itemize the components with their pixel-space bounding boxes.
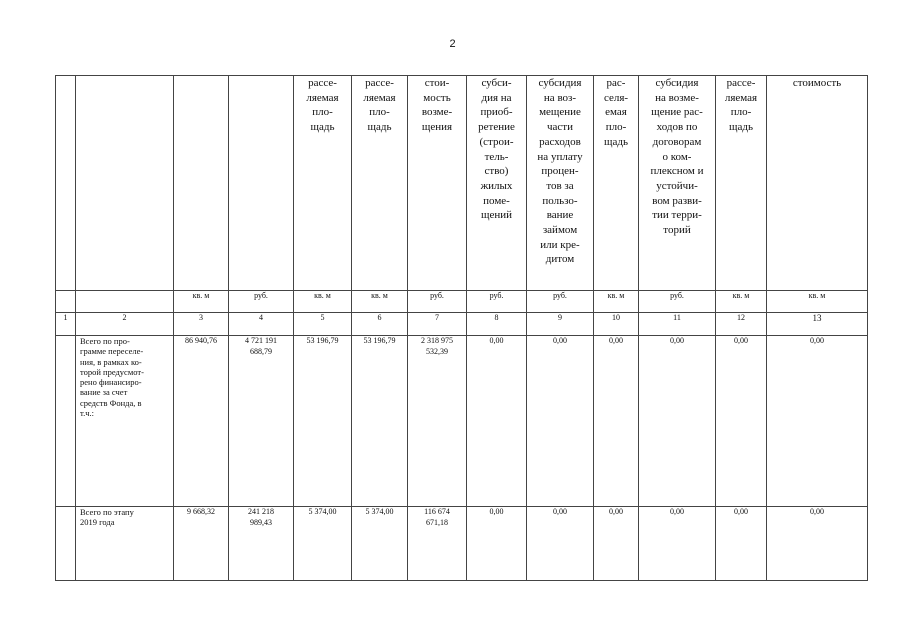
header-cell-10: рас- селя- емая пло- щадь [594,76,639,291]
table-row [56,336,868,507]
column-number-cell-1: 1 [56,313,76,336]
header-cell-11: субсидия на возме- щение рас- ходов по договорам о ком- плексном и устойчи- вом разви- тии терри- торий [639,76,716,291]
table-row [56,507,868,581]
unit-cell-13: кв. м [767,291,868,313]
header-cell-2 [76,76,174,291]
unit-cell-12: кв. м [716,291,767,313]
header-row [56,76,868,291]
column-number-cell-13: 13 [767,313,868,336]
data-cell-5: 5 374,00 [294,507,352,581]
header-cell-9: субсидия на воз- мещение части расходов на уплату процен- тов за пользо- вание займом или кре- дитом [527,76,594,291]
data-cell-10: 0,00 [594,507,639,581]
data-cell-6: 5 374,00 [352,507,408,581]
data-cell-2: Всего по этапу 2019 года [76,507,174,581]
column-number-cell-4: 4 [229,313,294,336]
unit-cell-4: руб. [229,291,294,313]
header-cell-1 [56,76,76,291]
data-cell-13: 0,00 [767,336,868,507]
column-number-cell-3: 3 [174,313,229,336]
column-number-cell-5: 5 [294,313,352,336]
data-cell-9: 0,00 [527,507,594,581]
header-cell-12: рассе- ляемая пло- щадь [716,76,767,291]
data-cell-7: 116 674 671,18 [408,507,467,581]
unit-cell-1 [56,291,76,313]
unit-cell-5: кв. м [294,291,352,313]
data-cell-3: 86 940,76 [174,336,229,507]
unit-cell-7: руб. [408,291,467,313]
data-cell-8: 0,00 [467,507,527,581]
data-cell-5: 53 196,79 [294,336,352,507]
column-number-cell-7: 7 [408,313,467,336]
unit-cell-8: руб. [467,291,527,313]
resettlement-table [55,75,868,581]
header-cell-3 [174,76,229,291]
header-cell-4 [229,76,294,291]
column-number-cell-6: 6 [352,313,408,336]
data-cell-1 [56,507,76,581]
header-cell-13: стоимость [767,76,868,291]
data-cell-9: 0,00 [527,336,594,507]
data-cell-11: 0,00 [639,507,716,581]
data-cell-13: 0,00 [767,507,868,581]
header-cell-5: рассе- ляемая пло- щадь [294,76,352,291]
data-cell-7: 2 318 975 532,39 [408,336,467,507]
unit-cell-2 [76,291,174,313]
column-number-cell-8: 8 [467,313,527,336]
page-number: 2 [449,38,456,50]
data-cell-12: 0,00 [716,336,767,507]
unit-cell-11: руб. [639,291,716,313]
data-cell-4: 241 218 989,43 [229,507,294,581]
unit-cell-10: кв. м [594,291,639,313]
data-cell-8: 0,00 [467,336,527,507]
data-cell-2: Всего по про- грамме переселе- ния, в рамках ко- торой предусмот- рено финансиро- вание за счет средств Фонда, в т.ч.: [76,336,174,507]
header-cell-8: субси- дия на приоб- ретение (строи- тель- ство) жилых поме- щений [467,76,527,291]
units-row [56,291,868,313]
header-cell-6: рассе- ляемая пло- щадь [352,76,408,291]
data-cell-12: 0,00 [716,507,767,581]
data-cell-6: 53 196,79 [352,336,408,507]
column-number-cell-2: 2 [76,313,174,336]
data-cell-4: 4 721 191 688,79 [229,336,294,507]
header-cell-7: стои- мость возме- щения [408,76,467,291]
column-number-cell-12: 12 [716,313,767,336]
unit-cell-6: кв. м [352,291,408,313]
column-number-cell-10: 10 [594,313,639,336]
data-cell-1 [56,336,76,507]
column-number-cell-9: 9 [527,313,594,336]
unit-cell-3: кв. м [174,291,229,313]
data-cell-11: 0,00 [639,336,716,507]
column-number-cell-11: 11 [639,313,716,336]
data-cell-10: 0,00 [594,336,639,507]
column-numbers-row [56,313,868,336]
unit-cell-9: руб. [527,291,594,313]
data-cell-3: 9 668,32 [174,507,229,581]
